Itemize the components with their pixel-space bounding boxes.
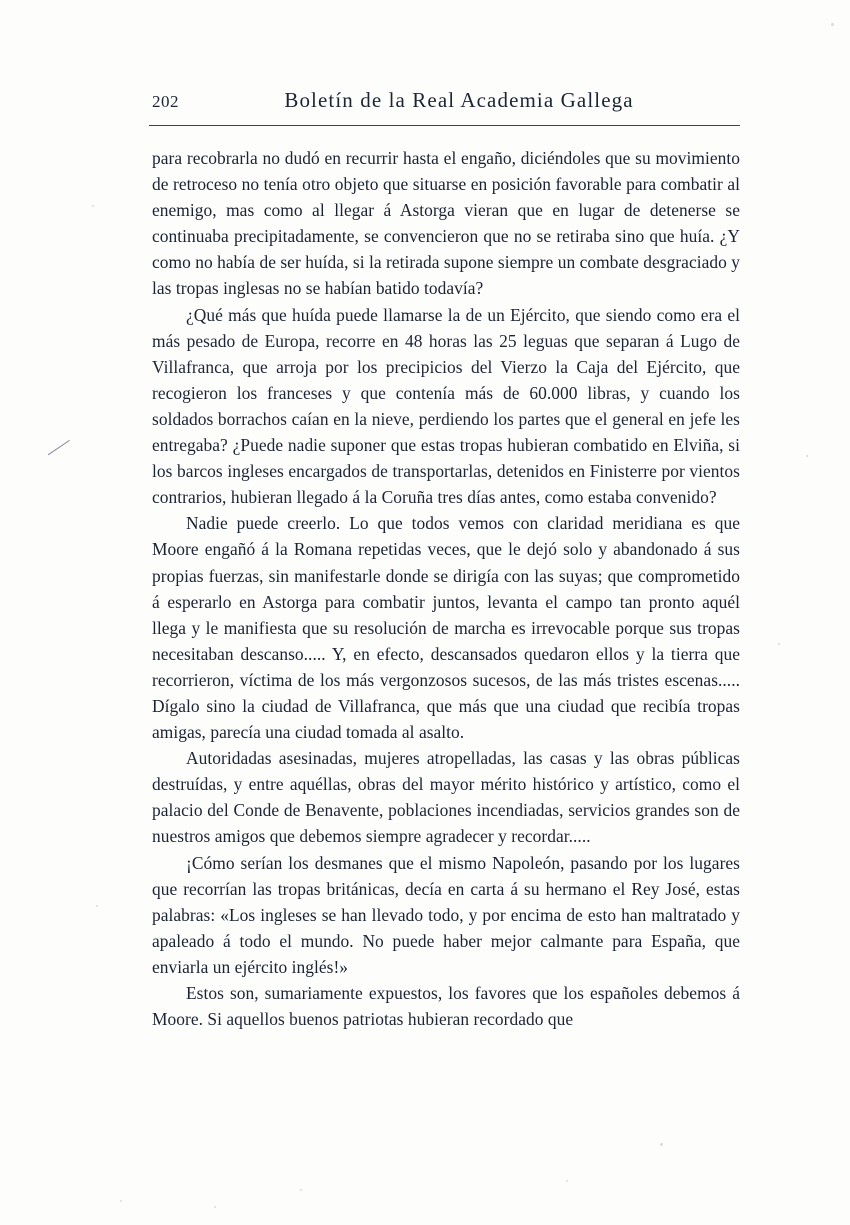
paragraph: ¿Qué más que huída puede llamarse la de un Ejército, que siendo como era el más pesado de Europa, recorre en 48 horas las 25 leguas que separan á Lugo de Villafranca, que arroja por los precipicios del Vierzo la Caja del Ejército, que recogieron los franceses y que contenía más de 60.000 libras, y cuando los soldados borrachos caían en la nieve, perdiendo los partes que el general en jefe les entregaba? ¿Puede nadie suponer que estas tropas hubieran combatido en Elviña, si los barcos ingleses encargados de transportarlas, detenidos en Finisterre por vientos contrarios, hubieran llegado á la Coruña tres días antes, como estaba convenido? <box>152 304 740 508</box>
paragraph: Nadie puede creerlo. Lo que todos vemos con claridad meridiana es que Moore engañó á la Romana repetidas veces, que le dejó solo y abandonado á sus propias fuerzas, sin manifestarle donde se dirigía con las suyas; que comprometido á esperarlo en Astorga para combatir juntos, levanta el campo tan pronto aquél llega y le manifiesta que su resolución de marcha es irrevocable porque sus tropas necesitaban descanso..... Y, en efecto, descansados quedaron ellos y la tierra que recorrieron, víctima de los más vergonzosos sucesos, de las más tristes escenas..... Dígalo sino la ciudad de Villafranca, que más que una ciudad que recibía tropas amigas, parecía una ciudad tomada al asalto. <box>152 513 740 743</box>
scan-speck <box>831 23 834 26</box>
scan-speck <box>806 455 808 457</box>
paragraph: ¡Cómo serían los desmanes que el mismo Napoleón, pasando por los lugares que recorrían las tropas británicas, decía en carta á su hermano el Rey José, estas palabras: «Los ingleses se han llevado todo, y por encima de esto han maltratado y apaleado á todo el mundo. No puede haber mejor calmante para España, que enviarla un ejército inglés!» <box>152 852 740 977</box>
running-head <box>152 88 740 122</box>
page-number: 202 <box>152 92 179 111</box>
paragraph: Autoridadas asesinadas, mujeres atropelladas, las casas y las obras públicas destruídas, y entre aquéllas, obras del mayor mérito histórico y artístico, como el palacio del Conde de Benavente, poblaciones incendiadas, servicios grandes son de nuestros amigos que debemos siempre agradecer y recordar..... <box>152 748 740 847</box>
journal-title: Boletín de la Real Academia Gallega <box>284 88 634 112</box>
scan-speck <box>300 1189 302 1191</box>
scan-speck <box>660 1143 663 1146</box>
margin-pen-mark <box>48 440 70 456</box>
paragraph: Estos son, sumariamente expuestos, los favores que los españoles debemos á Moore. Si aquellos buenos patriotas hubieran recordado que <box>152 983 740 1030</box>
article-body <box>152 145 740 1032</box>
scan-speck <box>120 1200 122 1202</box>
scan-speck <box>214 1206 216 1208</box>
page-content <box>152 88 740 1032</box>
header-rule <box>149 125 740 126</box>
scan-speck <box>92 205 94 207</box>
paragraph: para recobrarla no dudó en recurrir hasta el engaño, diciéndoles que su movimiento de retroceso no tenía otro objeto que situarse en posición favorable para combatir al enemigo, mas como al llegar á Astorga vieran que en lugar de detenerse se continuaba precipitadamente, se convencieron que no se retiraba sino que huía. ¿Y como no había de ser huída, si la retirada supone siempre un combate desgraciado y las tropas inglesas no se habían batido todavía? <box>152 148 740 299</box>
scan-speck <box>96 905 98 907</box>
scan-speck <box>566 1180 568 1182</box>
scan-speck <box>778 643 780 645</box>
